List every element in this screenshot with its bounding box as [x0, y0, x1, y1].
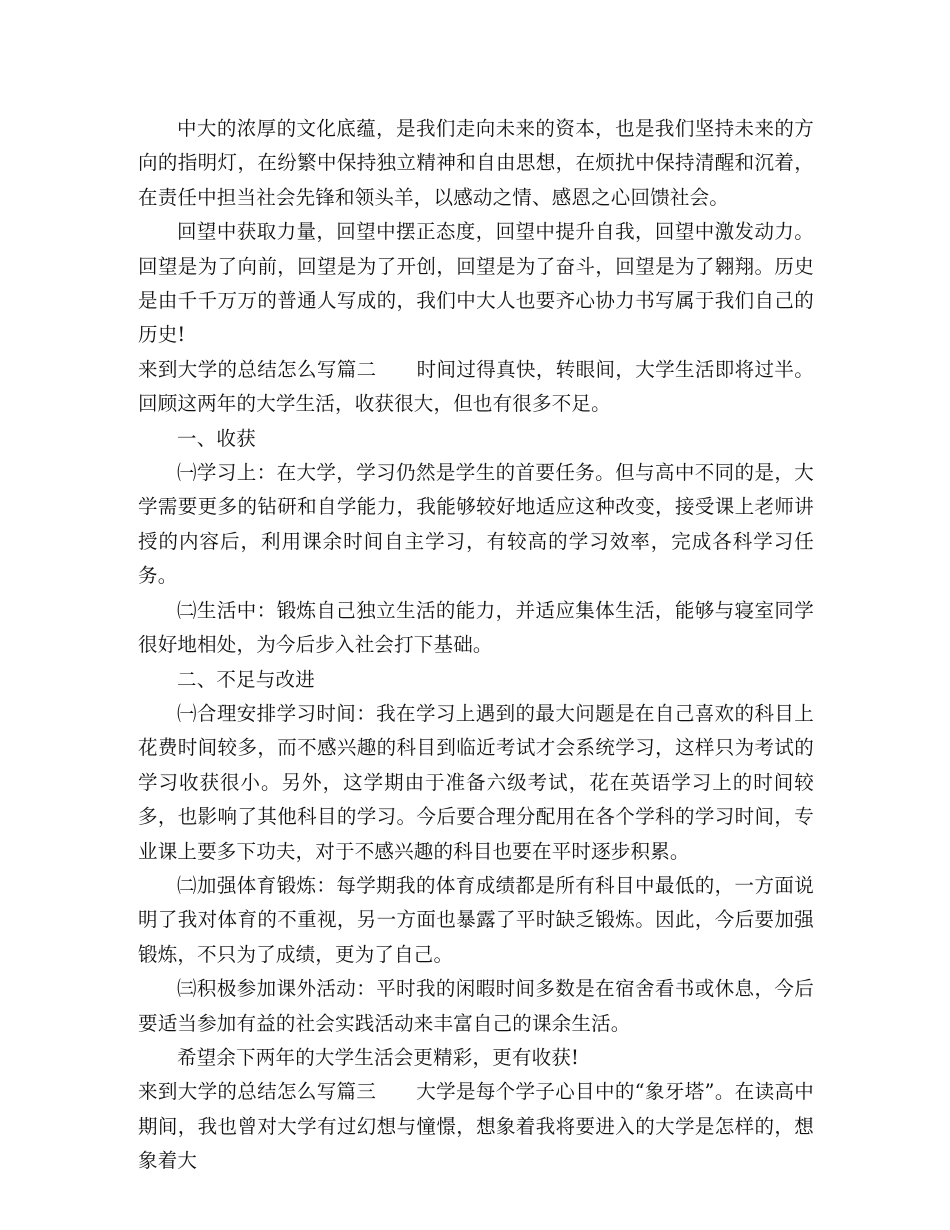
- paragraph-life: ㈡生活中：锻炼自己独立生活的能力，并适应集体生活，能够与寝室同学很好地相处，为今后步入社会打下基础。: [138, 598, 814, 657]
- section-heading-part-three: 来到大学的总结怎么写篇三: [138, 1080, 377, 1104]
- section-intro-part-three: 大学是每个学子心目中的“象牙塔”。在读高中期间，我也曾对大学有过幻想与憧憬，想象着我将要进入的大学是怎样的，想象着大: [138, 1080, 814, 1173]
- document-body: [138, 112, 814, 1179]
- paragraph-activities: ㈢积极参加课外活动：平时我的闲暇时间多数是在宿舍看书或休息，今后要适当参加有益的社会实践活动来丰富自己的课余生活。: [138, 977, 814, 1035]
- section-heading-part-two: 来到大学的总结怎么写篇二: [138, 357, 377, 381]
- subheading-shortcomings: 二、不足与改进: [177, 667, 315, 691]
- section-intro-part-two: 时间过得真快，转眼间，大学生活即将过半。回顾这两年的大学生活，收获很大，但也有很多不足。: [138, 357, 814, 416]
- paragraph-part-two: [138, 353, 814, 422]
- subheading-gains: 一、收获: [177, 426, 256, 450]
- paragraph-exercise: ㈡加强体育锻炼：每学期我的体育成绩都是所有科目中最低的，一方面说明了我对体育的不重视，另一方面也暴露了平时缺乏锻炼。因此，今后要加强锻炼，不只为了成绩，更为了自己。: [138, 873, 814, 966]
- paragraph-look-back: 回望中获取力量，回望中摆正态度，回望中提升自我，回望中激发动力。回望是为了向前，回望是为了开创，回望是为了奋斗，回望是为了翱翔。历史是由千千万万的普通人写成的，我们中大人也要齐心协力书写属于我们自己的历史!: [138, 220, 814, 347]
- paragraph-part-three: [138, 1075, 814, 1178]
- paragraph-time-management: ㈠合理安排学习时间：我在学习上遇到的最大问题是在自己喜欢的科目上花费时间较多，而不感兴趣的科目到临近考试才会系统学习，这样只为考试的学习收获很小。另外，这学期由于准备六级考试，花在英语学习上的时间较多，也影响了其他科目的学习。今后要合理分配用在各个学科的学习时间，专业课上要多下功夫，对于不感兴趣的科目也要在平时逐步积累。: [138, 701, 814, 863]
- paragraph-study: ㈠学习上：在大学，学习仍然是学生的首要任务。但与高中不同的是，大学需要更多的钻研和自学能力，我能够较好地适应这种改变，接受课上老师讲授的内容后，利用课余时间自主学习，有较高的学习效率，完成各科学习任务。: [138, 461, 814, 588]
- paragraph-culture: 中大的浓厚的文化底蕴，是我们走向未来的资本，也是我们坚持未来的方向的指明灯，在纷繁中保持独立精神和自由思想，在烦扰中保持清醒和沉着，在责任中担当社会先锋和领头羊，以感动之情、感恩之心回馈社会。: [138, 117, 814, 209]
- paragraph-hope: 希望余下两年的大学生活会更精彩，更有收获!: [177, 1045, 580, 1069]
